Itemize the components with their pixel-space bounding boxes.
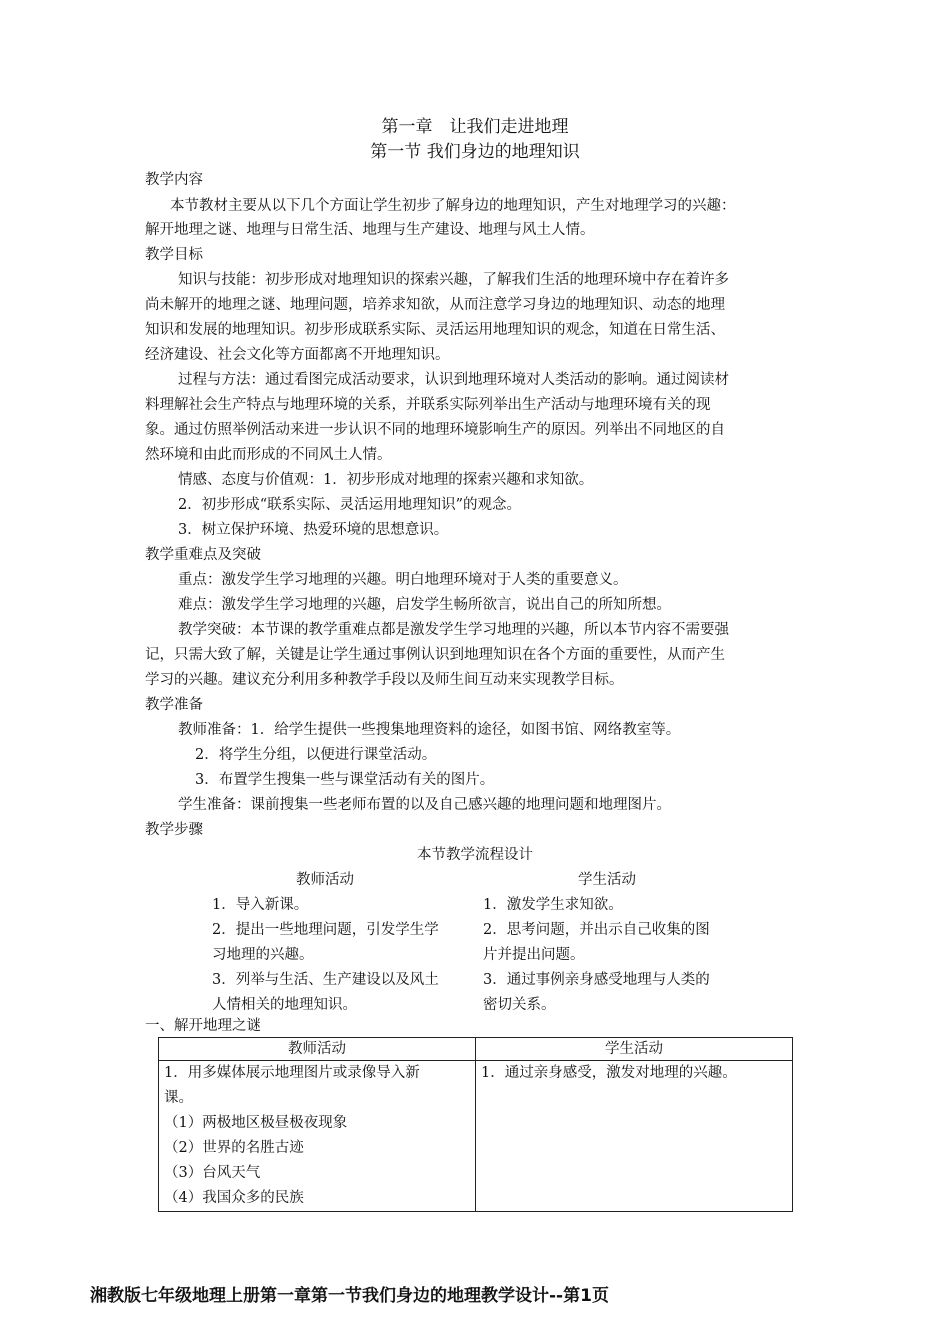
table-row (159, 1061, 793, 1212)
table-cell-teacher (159, 1061, 476, 1212)
difficulty-line: 难点：激发学生学习地理的兴趣，启发学生畅所欲言，说出自己的所知所想。 (178, 597, 671, 613)
key-point-line: 重点：激发学生学习地理的兴趣。明白地理环境对于人类的重要意义。 (178, 572, 628, 588)
table-header-row (159, 1038, 793, 1061)
flow-student-item: 2．思考问题，并出示自己收集的图 (483, 922, 710, 938)
goals-knowledge-line: 尚未解开的地理之谜、地理问题，培养求知欲，从而注意学习身边的地理知识、动态的地理 (145, 297, 725, 313)
activity-table (158, 1037, 793, 1212)
content-line: 本节教材主要从以下几个方面让学生初步了解身边的地理知识，产生对地理学习的兴趣： (170, 198, 736, 214)
goals-knowledge-line: 知识和发展的地理知识。初步形成联系实际、灵活运用地理知识的观念，知道在日常生活、 (145, 322, 725, 338)
heading-key-points: 教学重难点及突破 (145, 547, 261, 563)
breakthrough-line: 教学突破：本节课的教学重难点都是激发学生学习地理的兴趣，所以本节内容不需要强 (178, 622, 729, 638)
flow-teacher-item: 人情相关的地理知识。 (212, 997, 357, 1013)
prep-teacher-line: 2．将学生分组，以便进行课堂活动。 (195, 747, 437, 763)
table-teacher-line: （2）世界的名胜古迹 (164, 1140, 304, 1156)
content-line: 解开地理之谜、地理与日常生活、地理与生产建设、地理与风土人情。 (145, 222, 595, 238)
flow-student-item: 密切关系。 (483, 997, 556, 1013)
goals-emotion-line: 2．初步形成“联系实际、灵活运用地理知识”的观念。 (178, 497, 522, 513)
prep-teacher-line: 3．布置学生搜集一些与课堂活动有关的图片。 (195, 772, 495, 788)
breakthrough-line: 记，只需大致了解，关键是让学生通过事例认识到地理知识在各个方面的重要性，从而产生 (145, 647, 725, 663)
heading-preparation: 教学准备 (145, 697, 203, 713)
goals-process-line: 料理解社会生产特点与地理环境的关系，并联系实际列举出生产活动与地理环境有关的现 (145, 397, 711, 413)
page-footer: 湘教版七年级地理上册第一章第一节我们身边的地理教学设计--第1页 (90, 1286, 609, 1306)
heading-content: 教学内容 (145, 172, 203, 188)
flow-student-item: 3．通过事例亲身感受地理与人类的 (483, 972, 710, 988)
table-head-teacher: 教师活动 (159, 1038, 476, 1061)
heading-goals: 教学目标 (145, 247, 203, 263)
flow-teacher-heading: 教师活动 (296, 872, 354, 888)
goals-process-line: 过程与方法：通过看图完成活动要求，认识到地理环境对人类活动的影响。通过阅读材 (178, 372, 729, 388)
table-teacher-line: 1．用多媒体展示地理图片或录像导入新 (164, 1065, 420, 1081)
table-head-student: 学生活动 (476, 1038, 793, 1061)
prep-teacher-line: 教师准备：1．给学生提供一些搜集地理资料的途径，如图书馆、网络教室等。 (178, 722, 681, 738)
goals-process-line: 象。通过仿照举例活动来进一步认识不同的地理环境影响生产的原因。列举出不同地区的自 (145, 422, 725, 438)
heading-steps: 教学步骤 (145, 822, 203, 838)
table-cell-student (476, 1061, 793, 1212)
prep-student-line: 学生准备：课前搜集一些老师布置的以及自己感兴趣的地理问题和地理图片。 (178, 797, 671, 813)
table-student-line: 1．通过亲身感受，激发对地理的兴趣。 (481, 1065, 737, 1081)
table-teacher-line: （3）台风天气 (164, 1165, 261, 1181)
goals-process-line: 然环境和由此而形成的不同风土人情。 (145, 447, 392, 463)
chapter-title: 第一章 让我们走进地理 (381, 117, 569, 137)
flow-student-item: 1．激发学生求知欲。 (483, 897, 623, 913)
section-title: 第一节 我们身边的地理知识 (370, 142, 580, 162)
flow-student-heading: 学生活动 (578, 872, 636, 888)
flow-teacher-item: 习地理的兴趣。 (212, 947, 314, 963)
table-teacher-line: （1）两极地区极昼极夜现象 (164, 1115, 348, 1131)
goals-knowledge-line: 知识与技能：初步形成对地理知识的探索兴趣，了解我们生活的地理环境中存在着许多 (178, 272, 729, 288)
flow-title: 本节教学流程设计 (417, 847, 533, 863)
flow-student-item: 片并提出问题。 (483, 947, 585, 963)
goals-emotion-line: 3．树立保护环境、热爱环境的思想意识。 (178, 522, 449, 538)
breakthrough-line: 学习的兴趣。建议充分利用多种教学手段以及师生间互动来实现教学目标。 (145, 672, 624, 688)
flow-teacher-item: 2．提出一些地理问题，引发学生学 (212, 922, 439, 938)
table-teacher-line: （4）我国众多的民族 (164, 1190, 304, 1206)
flow-teacher-item: 3．列举与生活、生产建设以及风土 (212, 972, 439, 988)
goals-knowledge-line: 经济建设、社会文化等方面都离不开地理知识。 (145, 347, 450, 363)
part-one-title: 一、解开地理之谜 (145, 1018, 261, 1034)
flow-teacher-item: 1．导入新课。 (212, 897, 309, 913)
table-teacher-line: 课。 (164, 1090, 193, 1106)
goals-emotion-line: 情感、态度与价值观：1．初步形成对地理的探索兴趣和求知欲。 (178, 472, 594, 488)
